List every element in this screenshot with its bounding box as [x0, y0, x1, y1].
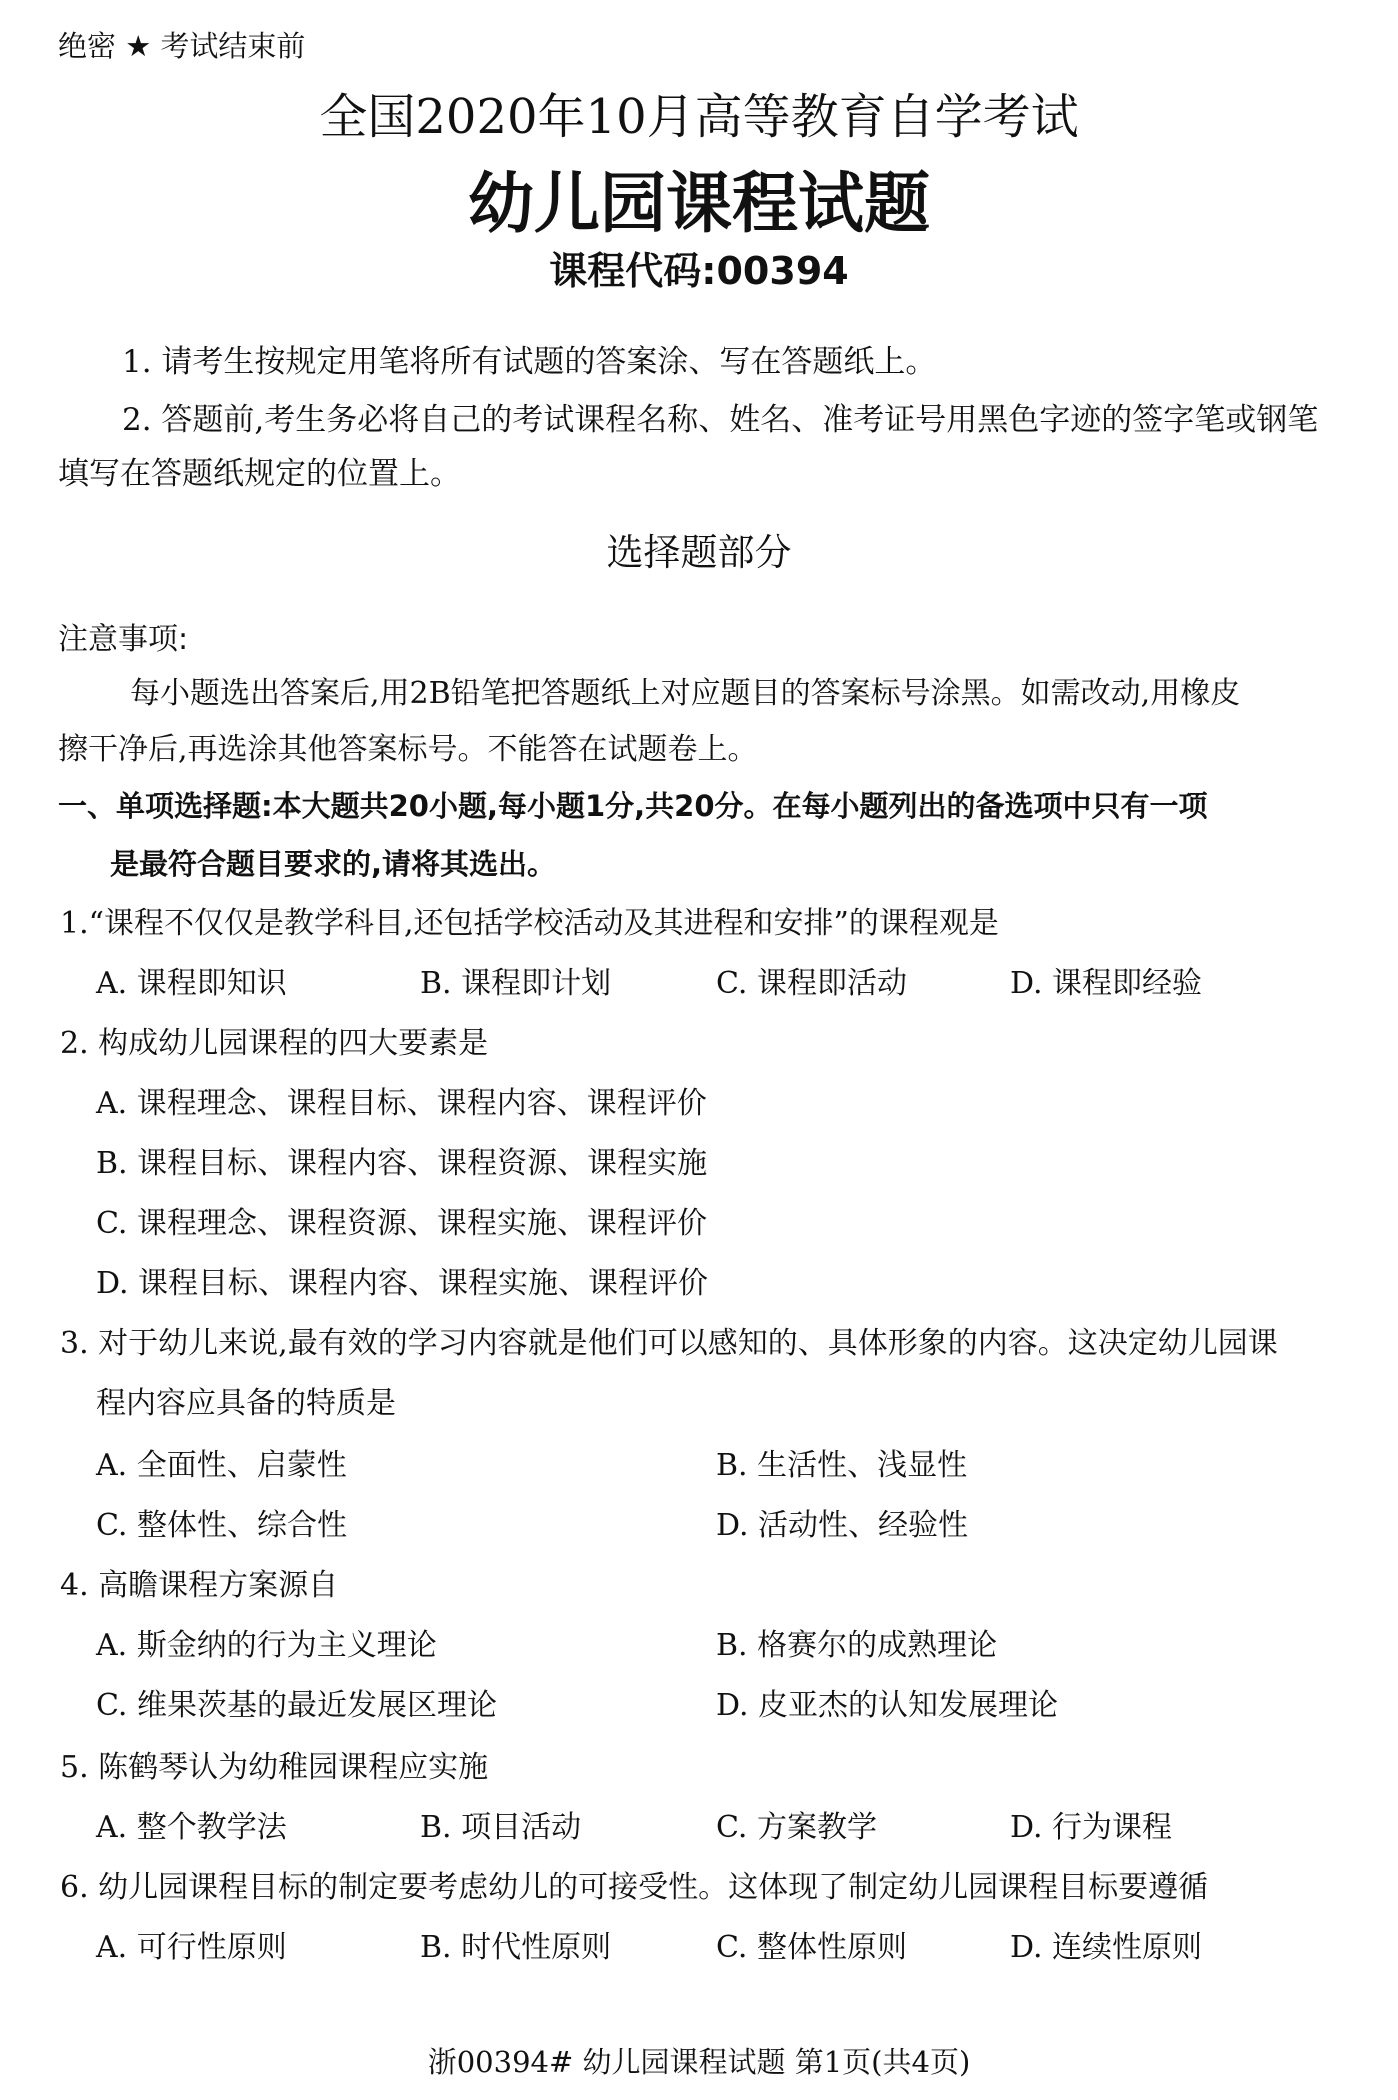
question-2-option-c: C. 课程理念、课程资源、课程实施、课程评价 [96, 1206, 707, 1241]
question-4-option-b: B. 格赛尔的成熟理论 [716, 1628, 998, 1663]
instruction-1: 1. 请考生按规定用笔将所有试题的答案涂、写在答题纸上。 [122, 344, 937, 380]
question-6-option-a: A. 可行性原则 [96, 1930, 287, 1965]
question-4-option-d: D. 皮亚杰的认知发展理论 [716, 1688, 1059, 1723]
instruction-2-line2: 填写在答题纸规定的位置上。 [58, 456, 461, 492]
question-5-option-a: A. 整个教学法 [96, 1810, 287, 1845]
question-2-option-b: B. 课程目标、课程内容、课程资源、课程实施 [96, 1146, 708, 1181]
question-4-option-c: C. 维果茨基的最近发展区理论 [96, 1688, 497, 1723]
part-heading-line-2: 是最符合题目要求的,请将其选出。 [110, 847, 557, 881]
question-5-option-b: B. 项目活动 [420, 1810, 582, 1845]
question-1-stem: 1.“课程不仅仅是教学科目,还包括学校活动及其进程和安排”的课程观是 [60, 906, 999, 941]
question-2-option-a: A. 课程理念、课程目标、课程内容、课程评价 [96, 1086, 707, 1121]
question-6-stem: 6. 幼儿园课程目标的制定要考虑幼儿的可接受性。这体现了制定幼儿园课程目标要遵循 [60, 1870, 1209, 1905]
question-3-option-a: A. 全面性、启蒙性 [96, 1448, 347, 1483]
question-3-stem-line2: 程内容应具备的特质是 [96, 1386, 396, 1421]
page-footer: 浙00394# 幼儿园课程试题 第1页(共4页) [427, 2045, 971, 2079]
question-1-option-a: A. 课程即知识 [96, 966, 287, 1001]
instruction-2-line1: 2. 答题前,考生务必将自己的考试课程名称、姓名、准考证号用黑色字迹的签字笔或钢笔 [122, 402, 1319, 438]
question-3-stem-line1: 3. 对于幼儿来说,最有效的学习内容就是他们可以感知的、具体形象的内容。这决定幼儿园课 [60, 1326, 1278, 1361]
question-5-option-c: C. 方案教学 [716, 1810, 877, 1845]
question-6-option-c: C. 整体性原则 [716, 1930, 907, 1965]
question-1-option-c: C. 课程即活动 [716, 966, 907, 1001]
question-6-option-d: D. 连续性原则 [1010, 1930, 1203, 1965]
question-2-stem: 2. 构成幼儿园课程的四大要素是 [60, 1026, 489, 1061]
section-title: 选择题部分 [606, 531, 792, 574]
question-6-option-b: B. 时代性原则 [420, 1930, 612, 1965]
question-3-option-c: C. 整体性、综合性 [96, 1508, 347, 1543]
notice-heading: 注意事项: [58, 622, 189, 657]
question-3-option-d: D. 活动性、经验性 [716, 1508, 969, 1543]
question-5-stem: 5. 陈鹤琴认为幼稚园课程应实施 [60, 1750, 489, 1785]
question-4-stem: 4. 高瞻课程方案源自 [60, 1568, 339, 1603]
confidential-label: 绝密 ★ 考试结束前 [58, 29, 306, 63]
question-1-option-d: D. 课程即经验 [1010, 966, 1203, 1001]
exam-title: 全国2020年10月高等教育自学考试 [319, 89, 1079, 145]
course-code: 课程代码:00394 [549, 249, 849, 293]
question-3-option-b: B. 生活性、浅显性 [716, 1448, 968, 1483]
question-2-option-d: D. 课程目标、课程内容、课程实施、课程评价 [96, 1266, 709, 1301]
question-1-option-b: B. 课程即计划 [420, 966, 612, 1001]
part-heading-line-1: 一、单项选择题:本大题共20小题,每小题1分,共20分。在每小题列出的备选项中只有一项 [58, 789, 1208, 823]
notice-line-2: 擦干净后,再选涂其他答案标号。不能答在试题卷上。 [58, 732, 758, 767]
question-5-option-d: D. 行为课程 [1010, 1810, 1173, 1845]
notice-line-1: 每小题选出答案后,用2B铅笔把答题纸上对应题目的答案标号涂黑。如需改动,用橡皮 [130, 676, 1241, 711]
paper-title: 幼儿园课程试题 [468, 165, 930, 242]
question-4-option-a: A. 斯金纳的行为主义理论 [96, 1628, 437, 1663]
